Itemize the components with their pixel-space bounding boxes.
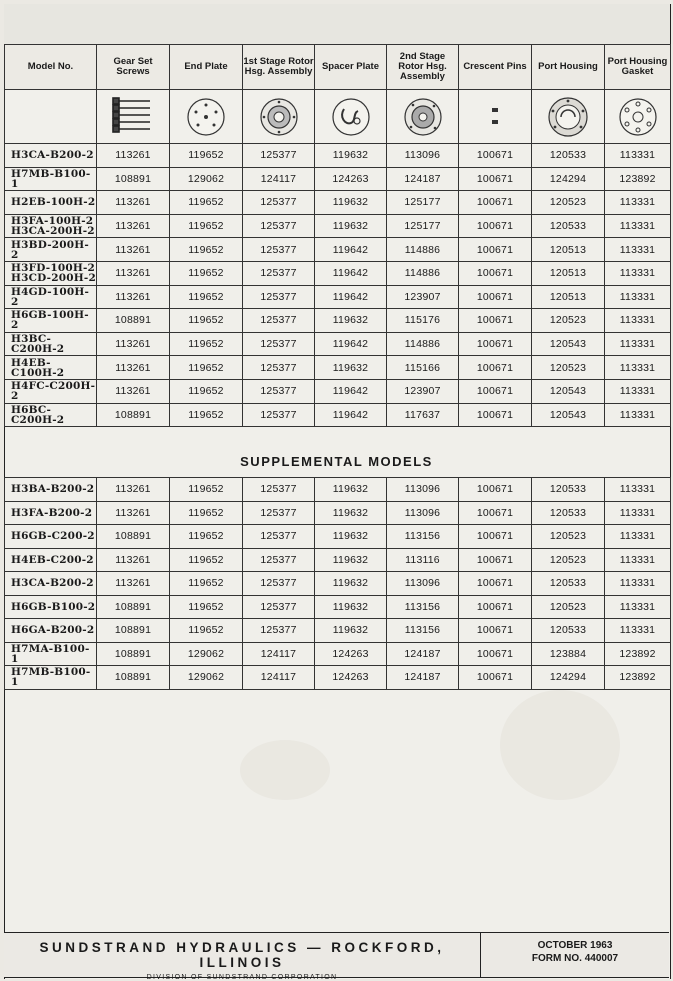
form-date: OCTOBER 1963 [537, 940, 613, 951]
model-cell: H3FA-100H-2 H3CA-200H-2 [5, 214, 97, 238]
rotor-housing-icon [243, 90, 315, 144]
part-number-cell: 119652 [170, 619, 243, 643]
part-number-cell: 119642 [315, 238, 387, 262]
part-number-cell: 100671 [459, 214, 532, 238]
part-number-cell: 125177 [387, 191, 459, 215]
model-cell: H6GB-100H-2 [5, 309, 97, 333]
part-number-cell: 100671 [459, 379, 532, 403]
table-row [5, 285, 671, 309]
table-row [5, 144, 671, 168]
part-number-cell: 120543 [532, 403, 605, 427]
part-number-cell: 124263 [315, 642, 387, 666]
part-number-cell: 100671 [459, 548, 532, 572]
division-name: DIVISION OF SUNDSTRAND CORPORATION [146, 974, 338, 981]
part-number-cell: 113331 [605, 285, 671, 309]
part-number-cell: 119652 [170, 501, 243, 525]
part-number-cell: 113331 [605, 619, 671, 643]
part-number-cell: 100671 [459, 261, 532, 285]
part-number-cell: 119652 [170, 478, 243, 502]
part-number-cell: 125377 [243, 356, 315, 380]
model-cell: H4GD-100H-2 [5, 285, 97, 309]
part-number-cell: 119632 [315, 214, 387, 238]
part-number-cell: 113261 [97, 261, 170, 285]
model-cell: H4FC-C200H-2 [5, 379, 97, 403]
port-housing-icon [532, 90, 605, 144]
footer-form-block [481, 933, 669, 977]
table-row [5, 666, 671, 690]
part-number-cell: 125377 [243, 548, 315, 572]
part-number-cell: 119632 [315, 309, 387, 333]
part-number-cell: 100671 [459, 403, 532, 427]
crescent-pins-icon [459, 90, 532, 144]
part-number-cell: 120523 [532, 356, 605, 380]
part-number-cell: 125377 [243, 478, 315, 502]
part-number-cell: 113261 [97, 572, 170, 596]
part-number-cell: 119632 [315, 356, 387, 380]
table-row [5, 309, 671, 333]
part-number-cell: 119632 [315, 595, 387, 619]
part-number-cell: 113331 [605, 572, 671, 596]
header-port-housing-gasket: Port Housing Gasket [605, 45, 671, 90]
table-row [5, 478, 671, 502]
part-number-cell: 119652 [170, 379, 243, 403]
part-number-cell: 100671 [459, 501, 532, 525]
supplemental-models-body [5, 478, 671, 690]
parts-table [4, 44, 671, 427]
part-number-cell: 125377 [243, 309, 315, 333]
table-row [5, 214, 671, 238]
header-2nd-stage-rotor: 2nd Stage Rotor Hsg. Assembly [387, 45, 459, 90]
part-number-cell: 119652 [170, 214, 243, 238]
part-number-cell: 119652 [170, 572, 243, 596]
header-end-plate: End Plate [170, 45, 243, 90]
part-number-cell: 120523 [532, 191, 605, 215]
table-row [5, 379, 671, 403]
part-number-cell: 125377 [243, 144, 315, 168]
part-number-cell: 119652 [170, 191, 243, 215]
part-number-cell: 100671 [459, 595, 532, 619]
part-number-cell: 119652 [170, 595, 243, 619]
part-number-cell: 125377 [243, 191, 315, 215]
table-row [5, 548, 671, 572]
header-gear-set-screws: Gear Set Screws [97, 45, 170, 90]
part-number-cell: 113096 [387, 501, 459, 525]
part-number-cell: 113156 [387, 619, 459, 643]
part-number-cell: 129062 [170, 642, 243, 666]
part-number-cell: 119652 [170, 309, 243, 333]
part-number-cell: 119632 [315, 144, 387, 168]
part-number-cell: 125377 [243, 214, 315, 238]
part-number-cell: 108891 [97, 403, 170, 427]
part-number-cell: 125377 [243, 261, 315, 285]
part-number-cell: 113331 [605, 332, 671, 356]
part-number-cell: 113261 [97, 238, 170, 262]
part-number-cell: 119632 [315, 525, 387, 549]
part-number-cell: 100671 [459, 191, 532, 215]
model-cell: H2EB-100H-2 [5, 191, 97, 215]
header-model: Model No. [5, 45, 97, 90]
model-cell: H7MB-B100-1 [5, 167, 97, 191]
part-number-cell: 113261 [97, 379, 170, 403]
rotor-housing-2-icon [387, 90, 459, 144]
part-number-cell: 114886 [387, 332, 459, 356]
part-number-cell: 113156 [387, 525, 459, 549]
part-number-cell: 115176 [387, 309, 459, 333]
part-number-cell: 119652 [170, 285, 243, 309]
model-cell: H3FD-100H-2 H3CD-200H-2 [5, 261, 97, 285]
model-cell: H4EB-C100H-2 [5, 356, 97, 380]
part-number-cell: 125377 [243, 332, 315, 356]
part-number-cell: 120523 [532, 309, 605, 333]
part-number-cell: 113331 [605, 501, 671, 525]
part-number-cell: 113116 [387, 548, 459, 572]
part-number-cell: 120513 [532, 238, 605, 262]
part-number-cell: 100671 [459, 642, 532, 666]
part-number-cell: 113156 [387, 595, 459, 619]
table-row [5, 167, 671, 191]
part-number-cell: 100671 [459, 525, 532, 549]
part-number-cell: 100671 [459, 309, 532, 333]
part-number-cell: 124263 [315, 167, 387, 191]
part-number-cell: 113331 [605, 144, 671, 168]
part-number-cell: 113331 [605, 478, 671, 502]
model-cell: H7MB-B100-1 [5, 666, 97, 690]
part-number-cell: 120523 [532, 595, 605, 619]
part-number-cell: 120543 [532, 379, 605, 403]
screws-icon [97, 90, 170, 144]
part-number-cell: 119652 [170, 525, 243, 549]
part-number-cell: 113331 [605, 214, 671, 238]
header-band [4, 4, 670, 47]
part-number-cell: 120543 [532, 332, 605, 356]
part-number-cell: 124117 [243, 167, 315, 191]
part-number-cell: 113261 [97, 214, 170, 238]
table-row [5, 261, 671, 285]
part-number-cell: 120533 [532, 144, 605, 168]
part-number-cell: 119632 [315, 572, 387, 596]
part-number-cell: 119632 [315, 619, 387, 643]
part-number-cell: 119652 [170, 332, 243, 356]
part-number-cell: 108891 [97, 595, 170, 619]
part-number-cell: 124187 [387, 666, 459, 690]
part-number-cell: 113331 [605, 191, 671, 215]
part-number-cell: 124117 [243, 666, 315, 690]
part-number-cell: 124294 [532, 666, 605, 690]
part-number-cell: 113331 [605, 595, 671, 619]
part-number-cell: 113096 [387, 478, 459, 502]
part-number-cell: 119632 [315, 548, 387, 572]
model-cell: H6GA-B200-2 [5, 619, 97, 643]
part-number-cell: 125377 [243, 595, 315, 619]
table-row [5, 642, 671, 666]
model-cell: H3CA-B200-2 [5, 572, 97, 596]
part-number-cell: 124294 [532, 167, 605, 191]
part-number-cell: 113261 [97, 332, 170, 356]
part-number-cell: 125377 [243, 619, 315, 643]
stain [500, 690, 620, 800]
part-number-cell: 119652 [170, 261, 243, 285]
parts-illustration-row [5, 90, 671, 144]
part-number-cell: 113331 [605, 525, 671, 549]
part-number-cell: 113261 [97, 501, 170, 525]
part-number-cell: 113261 [97, 285, 170, 309]
part-number-cell: 100671 [459, 332, 532, 356]
part-number-cell: 100671 [459, 666, 532, 690]
part-number-cell: 113261 [97, 144, 170, 168]
part-number-cell: 108891 [97, 167, 170, 191]
table-row [5, 501, 671, 525]
table-row [5, 191, 671, 215]
part-number-cell: 113331 [605, 548, 671, 572]
part-number-cell: 108891 [97, 642, 170, 666]
part-number-cell: 117637 [387, 403, 459, 427]
part-number-cell: 113261 [97, 548, 170, 572]
part-number-cell: 124263 [315, 666, 387, 690]
part-number-cell: 125377 [243, 501, 315, 525]
model-cell: H4EB-C200-2 [5, 548, 97, 572]
part-number-cell: 113331 [605, 238, 671, 262]
model-cell: H3BC-C200H-2 [5, 332, 97, 356]
part-number-cell: 119652 [170, 238, 243, 262]
part-number-cell: 120533 [532, 501, 605, 525]
part-number-cell: 100671 [459, 167, 532, 191]
footer [4, 932, 669, 981]
form-number: FORM NO. 440007 [531, 953, 619, 964]
part-number-cell: 113096 [387, 144, 459, 168]
blank-cell [5, 90, 97, 144]
header-port-housing: Port Housing [532, 45, 605, 90]
part-number-cell: 108891 [97, 309, 170, 333]
table-row [5, 525, 671, 549]
part-number-cell: 123892 [605, 642, 671, 666]
part-number-cell: 113261 [97, 191, 170, 215]
part-number-cell: 123892 [605, 167, 671, 191]
gasket-icon [605, 90, 671, 144]
part-number-cell: 120513 [532, 285, 605, 309]
part-number-cell: 119642 [315, 332, 387, 356]
part-number-cell: 120533 [532, 572, 605, 596]
part-number-cell: 125377 [243, 238, 315, 262]
part-number-cell: 124117 [243, 642, 315, 666]
part-number-cell: 100671 [459, 572, 532, 596]
part-number-cell: 119652 [170, 356, 243, 380]
part-number-cell: 113096 [387, 572, 459, 596]
part-number-cell: 113331 [605, 356, 671, 380]
supplemental-title: SUPPLEMENTAL MODELS [240, 454, 433, 469]
part-number-cell: 119632 [315, 478, 387, 502]
part-number-cell: 120533 [532, 478, 605, 502]
part-number-cell: 119642 [315, 261, 387, 285]
part-number-cell: 113331 [605, 379, 671, 403]
part-number-cell: 120523 [532, 548, 605, 572]
main-models-body [5, 144, 671, 427]
part-number-cell: 125377 [243, 572, 315, 596]
table-row [5, 572, 671, 596]
part-number-cell: 119642 [315, 379, 387, 403]
table-row [5, 356, 671, 380]
part-number-cell: 113261 [97, 356, 170, 380]
end-plate-icon [170, 90, 243, 144]
part-number-cell: 125377 [243, 285, 315, 309]
part-number-cell: 125377 [243, 403, 315, 427]
part-number-cell: 108891 [97, 666, 170, 690]
part-number-cell: 119642 [315, 403, 387, 427]
model-cell: H6GB-B100-2 [5, 595, 97, 619]
table-row [5, 238, 671, 262]
part-number-cell: 120523 [532, 525, 605, 549]
table-row [5, 619, 671, 643]
model-cell: H6BC-C200H-2 [5, 403, 97, 427]
table-row [5, 595, 671, 619]
model-cell: H3BD-200H-2 [5, 238, 97, 262]
part-number-cell: 119652 [170, 144, 243, 168]
part-number-cell: 123884 [532, 642, 605, 666]
part-number-cell: 115166 [387, 356, 459, 380]
part-number-cell: 120513 [532, 261, 605, 285]
header-crescent-pins: Crescent Pins [459, 45, 532, 90]
part-number-cell: 100671 [459, 356, 532, 380]
header-spacer-plate: Spacer Plate [315, 45, 387, 90]
part-number-cell: 100671 [459, 285, 532, 309]
part-number-cell: 113331 [605, 403, 671, 427]
model-cell: H3CA-B200-2 [5, 144, 97, 168]
company-name: SUNDSTRAND HYDRAULICS — ROCKFORD, ILLINOIS [39, 940, 445, 970]
part-number-cell: 119632 [315, 191, 387, 215]
part-number-cell: 100671 [459, 478, 532, 502]
part-number-cell: 123907 [387, 379, 459, 403]
part-number-cell: 124187 [387, 167, 459, 191]
part-number-cell: 129062 [170, 167, 243, 191]
part-number-cell: 114886 [387, 261, 459, 285]
part-number-cell: 113331 [605, 261, 671, 285]
model-cell: H7MA-B100-1 [5, 642, 97, 666]
part-number-cell: 120533 [532, 214, 605, 238]
header-1st-stage-rotor: 1st Stage Rotor Hsg. Assembly [243, 45, 315, 90]
part-number-cell: 108891 [97, 525, 170, 549]
part-number-cell: 125377 [243, 525, 315, 549]
part-number-cell: 100671 [459, 238, 532, 262]
model-cell: H3FA-B200-2 [5, 501, 97, 525]
part-number-cell: 114886 [387, 238, 459, 262]
model-cell: H6GB-C200-2 [5, 525, 97, 549]
spacer-plate-icon [315, 90, 387, 144]
part-number-cell: 119642 [315, 285, 387, 309]
part-number-cell: 108891 [97, 619, 170, 643]
table-row [5, 332, 671, 356]
part-number-cell: 113261 [97, 478, 170, 502]
part-number-cell: 100671 [459, 619, 532, 643]
part-number-cell: 100671 [459, 144, 532, 168]
part-number-cell: 129062 [170, 666, 243, 690]
part-number-cell: 125377 [243, 379, 315, 403]
table-row [5, 403, 671, 427]
part-number-cell: 123892 [605, 666, 671, 690]
stain [240, 740, 330, 800]
part-number-cell: 124187 [387, 642, 459, 666]
part-number-cell: 120533 [532, 619, 605, 643]
part-number-cell: 125177 [387, 214, 459, 238]
part-number-cell: 119652 [170, 548, 243, 572]
part-number-cell: 113331 [605, 309, 671, 333]
supplemental-table [4, 477, 671, 690]
part-number-cell: 119632 [315, 501, 387, 525]
model-cell: H3BA-B200-2 [5, 478, 97, 502]
footer-company-block [4, 933, 481, 981]
part-number-cell: 123907 [387, 285, 459, 309]
part-number-cell: 119652 [170, 403, 243, 427]
header-row [5, 45, 671, 90]
